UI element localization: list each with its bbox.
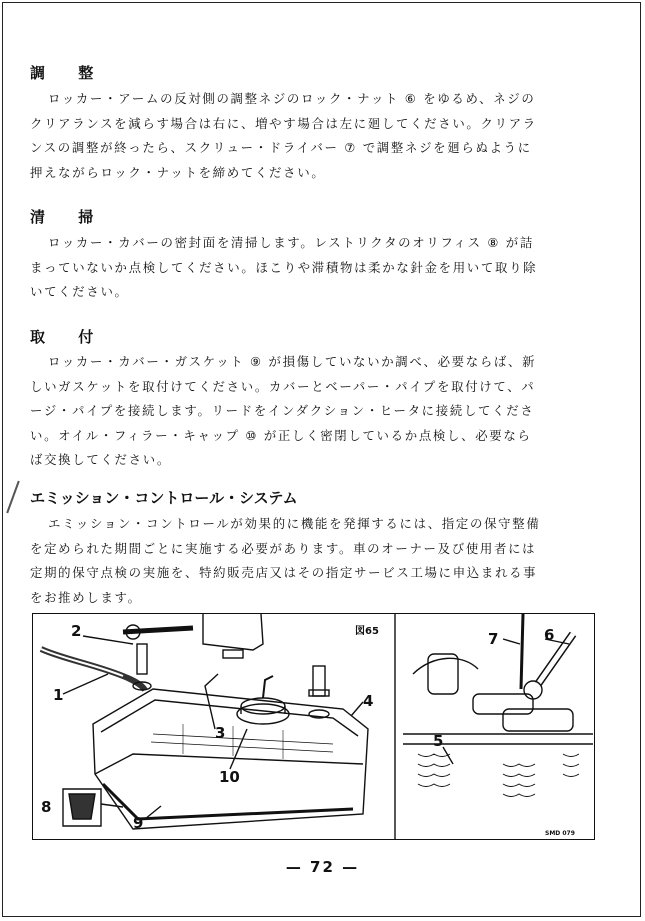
engine-illustration (33, 614, 595, 840)
section-heading-adjustment: 調 整 (30, 64, 108, 82)
text-line: ロッカー・カバー・ガスケット ⑨ が損傷していないか調べ、必要ならば、新 (48, 354, 537, 369)
text-line: まっていないか点検してください。ほこりや滞積物は柔かな針金を用いて取り除 (30, 259, 538, 275)
text-line: 押えながらロック・ナットを締めてください。 (30, 164, 326, 180)
callout-2: 2 (71, 622, 82, 640)
callout-6: 6 (544, 626, 555, 644)
figure-title: 図65 (355, 626, 379, 637)
callout-10: 10 (219, 768, 240, 786)
text-line: しいガスケットを取付けてください。カバーとベーパー・パイプを取付けて、パ (30, 378, 536, 394)
text-line: ロッカー・アームの反対側の調整ネジのロック・ナット ⑥ をゆるめ、ネジの (48, 91, 536, 106)
callout-3: 3 (215, 724, 226, 742)
callout-9: 9 (133, 814, 144, 832)
callout-5: 5 (433, 732, 444, 750)
text-line: ンスの調整が終ったら、スクリュー・ドライバー ⑦ で調整ネジを廻らぬように (30, 140, 532, 155)
section-body-emission-control (30, 512, 590, 610)
text-line: エミッション・コントロールが効果的に機能を発揮するには、指定の保守整備 (48, 516, 541, 531)
callout-1: 1 (53, 686, 64, 704)
text-line: を定められた期間ごとに実施する必要があります。車のオーナー及び使用者には (30, 540, 537, 556)
text-line: い。オイル・フィラー・キャップ ⑩ が正しく密閉しているか点検し、必要なら (30, 427, 532, 443)
callout-8: 8 (41, 798, 52, 816)
figure-65 (32, 613, 595, 840)
section-heading-installation: 取 付 (30, 328, 108, 346)
section-body-cleaning (30, 231, 590, 305)
text-line: ロッカー・カバーの密封面を清掃します。レストリクタのオリフィス ⑧ が詰 (48, 235, 534, 250)
callout-7: 7 (488, 630, 499, 648)
text-line: 定期的保守点検の実施を、特約販売店又はその指定サービス工場に申込まれる事 (30, 565, 538, 580)
section-body-installation (30, 350, 590, 473)
section-heading-cleaning: 清 掃 (30, 208, 108, 226)
section-heading-emission-control: エミッション・コントロール・システム (30, 489, 298, 507)
text-line: クリアランスを減らす場合は右に、増やす場合は左に廻してください。クリアラ (30, 115, 537, 131)
figure-code: SMD 079 (545, 830, 575, 837)
section-body-adjustment (30, 87, 590, 185)
page-number: — 72 — (285, 858, 360, 876)
text-line: ば交換してください。 (30, 452, 171, 467)
callout-4: 4 (363, 692, 374, 710)
text-line: をお推めします。 (30, 589, 142, 605)
text-line: いてください。 (30, 284, 129, 299)
text-line: ージ・パイプを接続します。リードをインダクション・ヒータに接続してくださ (30, 403, 535, 418)
